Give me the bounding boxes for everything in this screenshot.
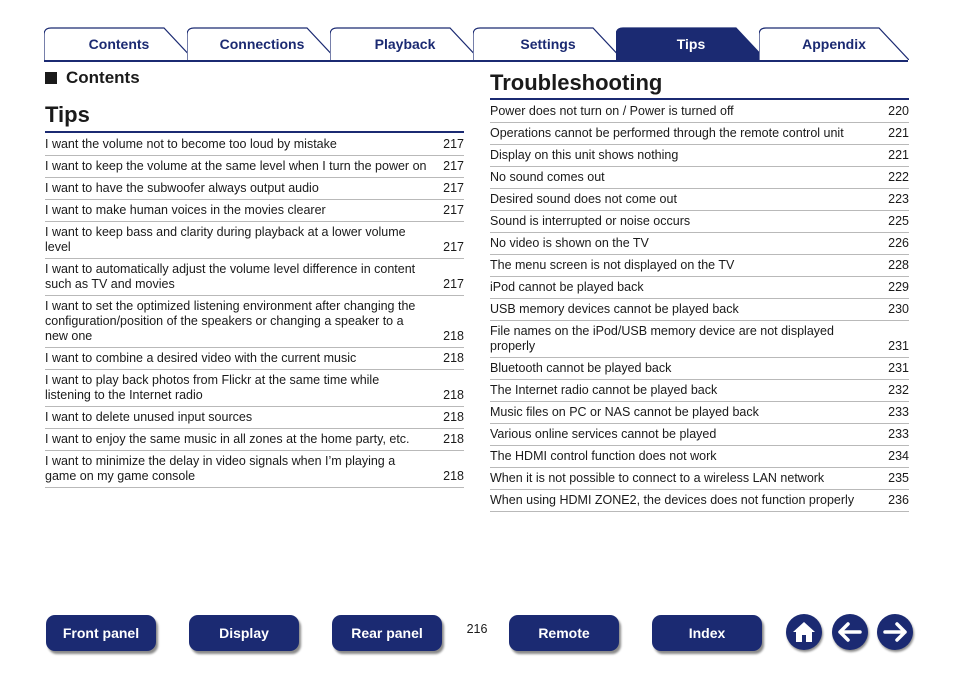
remote-button[interactable]: Remote <box>509 615 619 651</box>
arrow-right-icon <box>882 621 908 643</box>
list-item-page: 217 <box>443 159 464 173</box>
list-item-page: 223 <box>888 192 909 206</box>
tab-label: Tips <box>676 35 706 52</box>
troubleshooting-title-rule <box>490 98 909 100</box>
list-item[interactable] <box>490 380 909 402</box>
tab-label: Settings <box>520 35 576 52</box>
tab-label: Connections <box>219 35 305 52</box>
list-item[interactable] <box>490 468 909 490</box>
list-item-page: 235 <box>888 471 909 485</box>
list-item[interactable] <box>490 145 909 167</box>
section-heading-label: Contents <box>66 68 140 87</box>
tips-list <box>45 134 464 488</box>
list-item-page: 217 <box>443 181 464 195</box>
display-button[interactable]: Display <box>189 615 299 651</box>
tab-label: Appendix <box>802 35 866 52</box>
list-item-page: 218 <box>443 410 464 424</box>
square-bullet-icon <box>45 72 57 84</box>
list-item[interactable] <box>45 429 464 451</box>
list-item[interactable] <box>490 277 909 299</box>
front-panel-button[interactable]: Front panel <box>46 615 156 651</box>
list-item-text: The Internet radio cannot be played back <box>490 383 718 397</box>
home-icon <box>791 620 817 644</box>
list-item-page: 217 <box>443 137 464 151</box>
list-item[interactable] <box>490 402 909 424</box>
list-item-text: Desired sound does not come out <box>490 192 677 206</box>
list-item-text: Operations cannot be performed through the remote control unit <box>490 126 844 140</box>
tips-title-rule <box>45 131 464 133</box>
list-item-page: 233 <box>888 427 909 441</box>
list-item[interactable] <box>45 178 464 200</box>
list-item-page: 218 <box>443 388 464 402</box>
list-item[interactable] <box>45 156 464 178</box>
list-item-text: I want to play back photos from Flickr at the same time while listening to the Internet radio <box>45 373 380 402</box>
list-item-text: USB memory devices cannot be played back <box>490 302 739 316</box>
list-item[interactable] <box>490 299 909 321</box>
list-item[interactable] <box>490 211 909 233</box>
list-item-page: 218 <box>443 432 464 446</box>
list-item[interactable] <box>490 255 909 277</box>
list-item-page: 236 <box>888 493 909 507</box>
list-item[interactable] <box>45 200 464 222</box>
troubleshooting-list <box>490 101 909 512</box>
forward-button[interactable] <box>877 614 913 650</box>
list-item-page: 225 <box>888 214 909 228</box>
arrow-left-icon <box>837 621 863 643</box>
list-item-text: I want to enjoy the same music in all zones at the home party, etc. <box>45 432 410 446</box>
tips-title: Tips <box>45 102 90 127</box>
list-item-text: Various online services cannot be played <box>490 427 717 441</box>
list-item[interactable] <box>490 424 909 446</box>
list-item-page: 218 <box>443 329 464 343</box>
list-item-text: iPod cannot be played back <box>490 280 644 294</box>
page-number: 216 <box>466 622 488 636</box>
list-item[interactable] <box>490 490 909 512</box>
list-item-page: 230 <box>888 302 909 316</box>
tab-label: Contents <box>88 35 150 52</box>
list-item-page: 222 <box>888 170 909 184</box>
list-item[interactable] <box>45 407 464 429</box>
home-button[interactable] <box>786 614 822 650</box>
list-item-page: 218 <box>443 469 464 483</box>
list-item[interactable] <box>490 123 909 145</box>
list-item[interactable] <box>490 233 909 255</box>
list-item-text: I want to make human voices in the movies clearer <box>45 203 326 217</box>
section-heading <box>45 68 140 88</box>
list-item-text: I want the volume not to become too loud by mistake <box>45 137 337 151</box>
list-item[interactable] <box>45 222 464 259</box>
list-item[interactable] <box>490 358 909 380</box>
list-item-text: Sound is interrupted or noise occurs <box>490 214 691 228</box>
list-item-text: I want to delete unused input sources <box>45 410 253 424</box>
list-item-page: 234 <box>888 449 909 463</box>
list-item-text: The menu screen is not displayed on the TV <box>490 258 735 272</box>
list-item-text: No sound comes out <box>490 170 605 184</box>
rear-panel-button[interactable]: Rear panel <box>332 615 442 651</box>
list-item[interactable] <box>45 451 464 488</box>
tab-appendix[interactable] <box>759 27 909 60</box>
list-item-page: 233 <box>888 405 909 419</box>
list-item-page: 217 <box>443 277 464 291</box>
list-item-text: I want to minimize the delay in video signals when I’m playing a game on my game console <box>45 454 396 483</box>
tab-tips[interactable] <box>616 27 766 60</box>
list-item[interactable] <box>45 259 464 296</box>
list-item[interactable] <box>45 370 464 407</box>
list-item-text: I want to keep the volume at the same level when I turn the power on <box>45 159 427 173</box>
tab-label: Playback <box>374 35 436 52</box>
list-item-text: When using HDMI ZONE2, the devices does not function properly <box>490 493 855 507</box>
list-item-text: Display on this unit shows nothing <box>490 148 679 162</box>
list-item[interactable] <box>45 134 464 156</box>
list-item[interactable] <box>490 189 909 211</box>
list-item-text: File names on the iPod/USB memory device are not displayed properly <box>490 324 834 353</box>
list-item-page: 218 <box>443 351 464 365</box>
tab-playback[interactable] <box>330 27 480 60</box>
list-item[interactable] <box>45 296 464 348</box>
list-item-text: When it is not possible to connect to a wireless LAN network <box>490 471 825 485</box>
tab-settings[interactable] <box>473 27 623 60</box>
tab-contents[interactable] <box>44 27 194 60</box>
list-item[interactable] <box>45 348 464 370</box>
list-item-text: Power does not turn on / Power is turned off <box>490 104 734 118</box>
list-item[interactable] <box>490 167 909 189</box>
list-item-page: 226 <box>888 236 909 250</box>
list-item-page: 220 <box>888 104 909 118</box>
list-item-text: The HDMI control function does not work <box>490 449 717 463</box>
troubleshooting-title: Troubleshooting <box>490 70 663 95</box>
list-item-text: I want to set the optimized listening environment after changing the configuration/position of the speakers or changing a speaker to a new one <box>45 299 416 343</box>
list-item-text: Music files on PC or NAS cannot be played back <box>490 405 759 419</box>
list-item[interactable] <box>490 101 909 123</box>
back-button[interactable] <box>832 614 868 650</box>
list-item-text: I want to keep bass and clarity during playback at a lower volume level <box>45 225 406 254</box>
list-item-text: I want to automatically adjust the volume level difference in content such as TV and movies <box>45 262 416 291</box>
list-item-page: 231 <box>888 361 909 375</box>
list-item-page: 221 <box>888 148 909 162</box>
list-item[interactable] <box>490 321 909 358</box>
list-item-page: 228 <box>888 258 909 272</box>
list-item-text: Bluetooth cannot be played back <box>490 361 672 375</box>
index-button[interactable]: Index <box>652 615 762 651</box>
list-item-page: 217 <box>443 203 464 217</box>
list-item-page: 217 <box>443 240 464 254</box>
top-tab-bar <box>44 27 908 62</box>
list-item-page: 231 <box>888 339 909 353</box>
list-item-page: 229 <box>888 280 909 294</box>
list-item-page: 221 <box>888 126 909 140</box>
list-item-text: I want to combine a desired video with the current music <box>45 351 357 365</box>
list-item-text: No video is shown on the TV <box>490 236 649 250</box>
list-item-page: 232 <box>888 383 909 397</box>
list-item[interactable] <box>490 446 909 468</box>
list-item-text: I want to have the subwoofer always output audio <box>45 181 319 195</box>
tab-connections[interactable] <box>187 27 337 60</box>
